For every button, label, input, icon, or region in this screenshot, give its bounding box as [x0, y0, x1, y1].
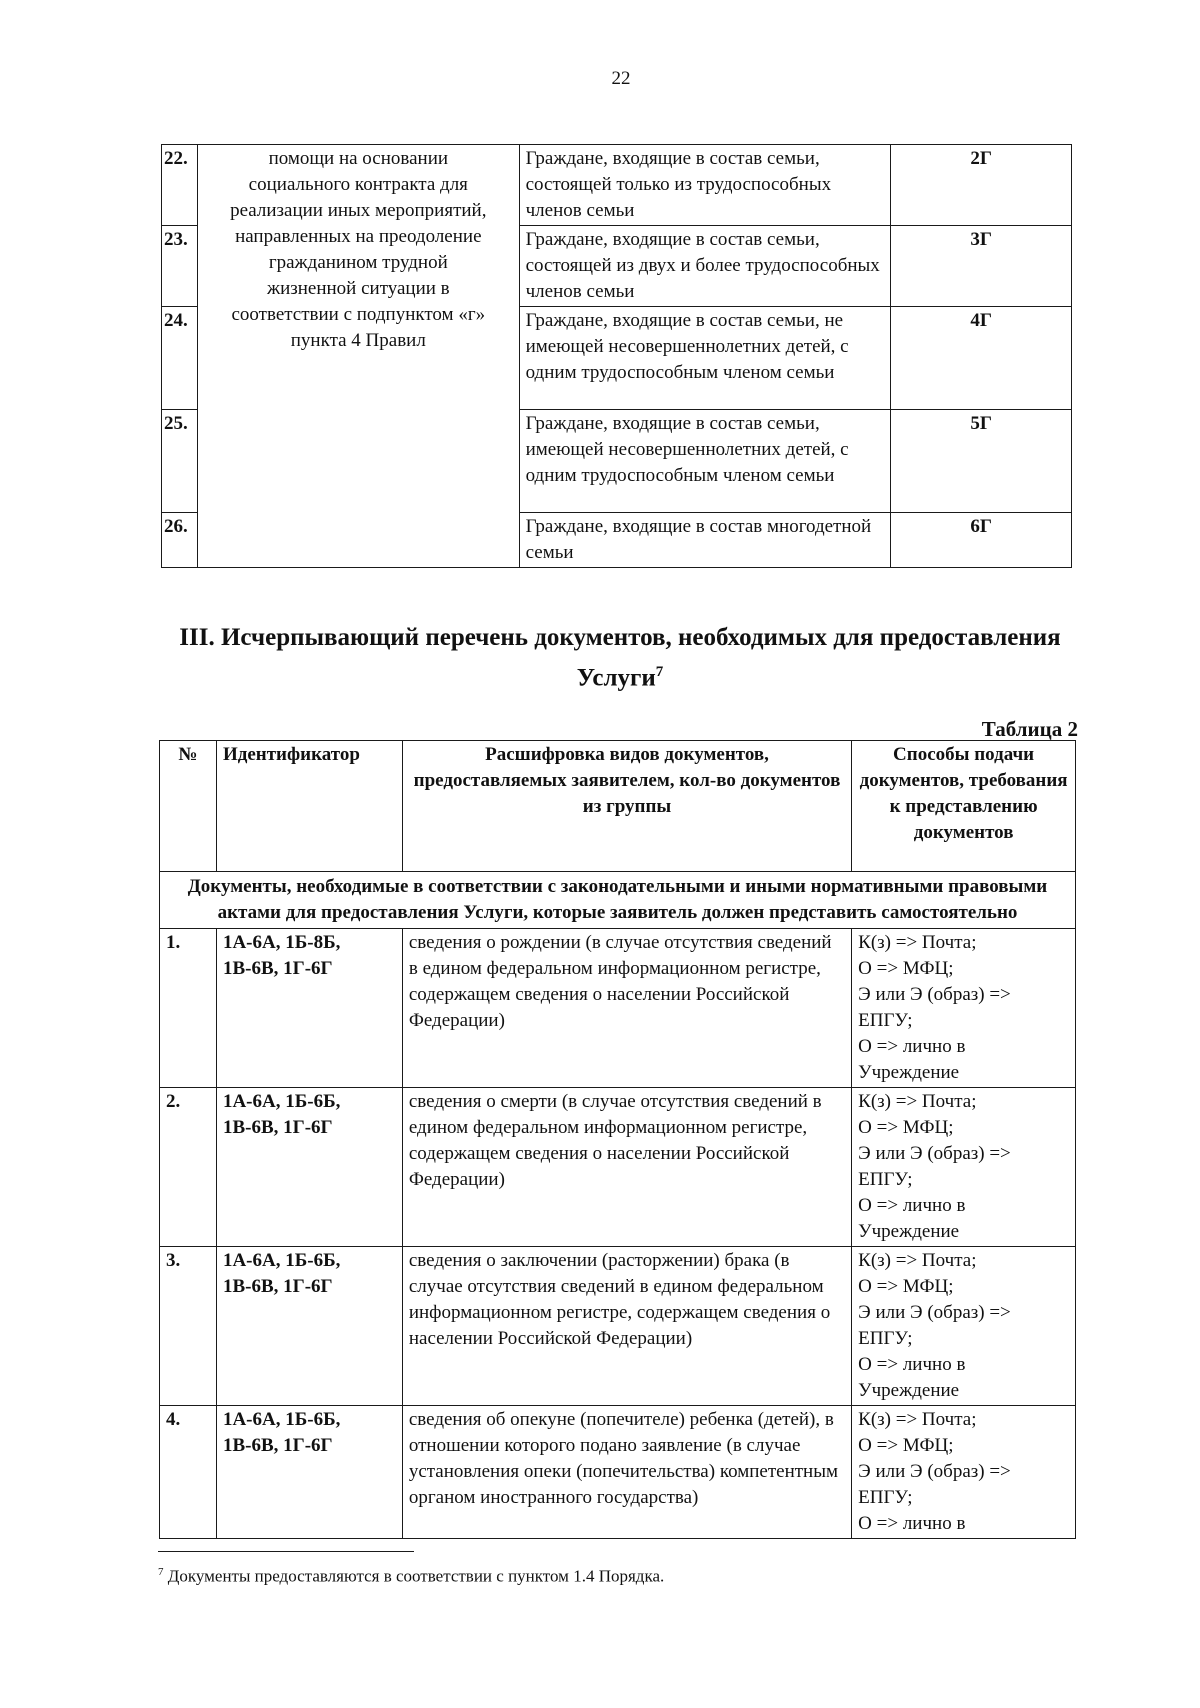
- page-number: 22: [611, 68, 631, 89]
- recipient-category: Граждане, входящие в состав семьи, не имеющей несовершеннолетних детей, с одним трудоспособным членом семьи: [519, 307, 891, 410]
- service-line: соответствии с подпунктом «г»: [231, 304, 486, 325]
- documents-table: [159, 740, 1076, 1539]
- section-title-text: III. Исчерпывающий перечень документов, необходимых для предоставления Услуги: [179, 624, 1061, 692]
- category-code: 6Г: [891, 513, 1072, 568]
- document-description: сведения о рождении (в случае отсутствия сведений в едином федеральном информационном регистре, содержащем сведения о населении Российской Федерации): [402, 929, 851, 1088]
- identifier-cell: 1А-6А, 1Б-6Б, 1В-6В, 1Г-6Г: [216, 1088, 402, 1247]
- row-number: 23.: [162, 226, 198, 307]
- method-line: О => МФЦ;: [858, 1117, 954, 1138]
- method-line: Э или Э (образ) => ЕПГУ;: [858, 1302, 1011, 1349]
- column-header-number: №: [160, 741, 217, 872]
- footnote-divider: [158, 1551, 414, 1552]
- document-description: сведения об опекуне (попечителе) ребенка (детей), в отношении которого подано заявление (в случае установления опеки (попечительства) компетентным органом иностранного государства): [402, 1406, 851, 1539]
- footnote-text: Документы предоставляются в соответствии с пунктом 1.4 Порядка.: [167, 1566, 665, 1586]
- method-line: О => МФЦ;: [858, 958, 954, 979]
- recipient-category: Граждане, входящие в состав семьи, имеющей несовершеннолетних детей, с одним трудоспособным членом семьи: [519, 410, 891, 513]
- method-line: О => лично в Учреждение: [858, 1195, 966, 1242]
- row-number: 4.: [160, 1406, 217, 1539]
- method-line: Э или Э (образ) => ЕПГУ;: [858, 1461, 1011, 1508]
- method-line: О => лично в Учреждение: [858, 1036, 966, 1083]
- eligibility-table: [161, 144, 1072, 568]
- column-header-description: Расшифровка видов документов, предоставляемых заявителем, кол-во документов из группы: [402, 741, 851, 872]
- submission-methods: [852, 1088, 1076, 1247]
- service-line: гражданином трудной: [268, 252, 448, 273]
- service-line: реализации иных мероприятий,: [230, 200, 487, 221]
- method-line: К(з) => Почта;: [858, 932, 977, 953]
- row-number: 1.: [160, 929, 217, 1088]
- submission-methods: [852, 1247, 1076, 1406]
- category-code: 5Г: [891, 410, 1072, 513]
- row-number: 26.: [162, 513, 198, 568]
- identifier-cell: 1А-6А, 1Б-6Б, 1В-6В, 1Г-6Г: [216, 1247, 402, 1406]
- identifier-cell: 1А-6А, 1Б-8Б, 1В-6В, 1Г-6Г: [216, 929, 402, 1088]
- row-number: 24.: [162, 307, 198, 410]
- method-line: О => лично в: [858, 1513, 966, 1534]
- identifier-cell: 1А-6А, 1Б-6Б, 1В-6В, 1Г-6Г: [216, 1406, 402, 1539]
- recipient-category: Граждане, входящие в состав семьи, состоящей из двух и более трудоспособных членов семьи: [519, 226, 891, 307]
- method-line: К(з) => Почта;: [858, 1409, 977, 1430]
- group-heading: Документы, необходимые в соответствии с законодательными и иными нормативными правовыми актами для предоставления Услуги, которые заявитель должен представить самостоятельно: [160, 872, 1076, 929]
- recipient-category: Граждане, входящие в состав многодетной семьи: [519, 513, 891, 568]
- service-line: социального контракта для: [248, 174, 468, 195]
- footnote-ref: 7: [655, 664, 664, 680]
- recipient-category: Граждане, входящие в состав семьи, состоящей только из трудоспособных членов семьи: [519, 145, 891, 226]
- service-line: помощи на основании: [268, 148, 449, 169]
- service-line: жизненной ситуации в: [266, 278, 450, 299]
- table-row: [162, 145, 1072, 226]
- method-line: К(з) => Почта;: [858, 1091, 977, 1112]
- service-description: [197, 145, 519, 568]
- category-code: 2Г: [891, 145, 1072, 226]
- submission-methods: [852, 1406, 1076, 1539]
- method-line: О => МФЦ;: [858, 1435, 954, 1456]
- column-header-submission-methods: Способы подачи документов, требования к представлению документов: [852, 741, 1076, 872]
- section-title: [160, 621, 1080, 695]
- column-header-identifier: Идентификатор: [216, 741, 402, 872]
- method-line: Э или Э (образ) => ЕПГУ;: [858, 984, 1011, 1031]
- category-code: 4Г: [891, 307, 1072, 410]
- footnote-mark: 7: [158, 1566, 164, 1578]
- document-description: сведения о заключении (расторжении) брака (в случае отсутствия сведений в едином федеральном информационном регистре, содержащем сведения о населении Российской Федерации): [402, 1247, 851, 1406]
- row-number: 22.: [162, 145, 198, 226]
- method-line: О => МФЦ;: [858, 1276, 954, 1297]
- row-number: 25.: [162, 410, 198, 513]
- group-row: [160, 872, 1076, 929]
- category-code: 3Г: [891, 226, 1072, 307]
- table-row: [160, 929, 1076, 1088]
- method-line: О => лично в Учреждение: [858, 1354, 966, 1401]
- method-line: Э или Э (образ) => ЕПГУ;: [858, 1143, 1011, 1190]
- row-number: 3.: [160, 1247, 217, 1406]
- service-line: пункта 4 Правил: [290, 330, 426, 351]
- table-row: [160, 1088, 1076, 1247]
- table-caption: Таблица 2: [981, 717, 1078, 741]
- method-line: К(з) => Почта;: [858, 1250, 977, 1271]
- footnote: [158, 1566, 664, 1587]
- table-row: [160, 1247, 1076, 1406]
- row-number: 2.: [160, 1088, 217, 1247]
- service-line: направленных на преодоление: [235, 226, 482, 247]
- submission-methods: [852, 929, 1076, 1088]
- table-row: [160, 1406, 1076, 1539]
- document-description: сведения о смерти (в случае отсутствия сведений в едином федеральном информационном регистре, содержащем сведения о населении Российской Федерации): [402, 1088, 851, 1247]
- table-header-row: [160, 741, 1076, 872]
